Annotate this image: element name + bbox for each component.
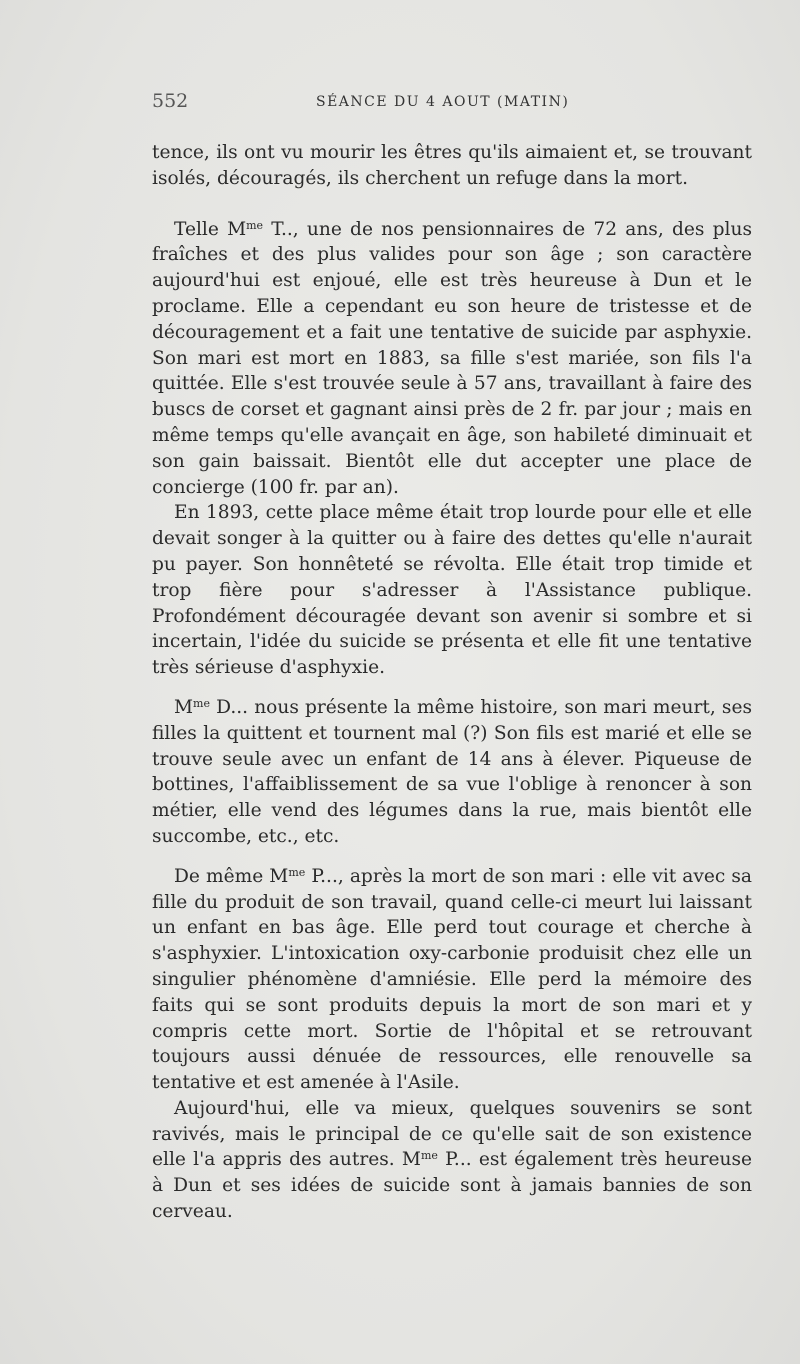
paragraph-1: tence, ils ont vu mourir les êtres qu'ils aimaient et, se trouvant isolés, découragés, ils cherchent un refuge dans la mort.: [152, 142, 752, 189]
page-header: [152, 90, 752, 120]
paragraph-2: Telle $M^{me}$ T.., une de nos pensionnaires de 72 ans, des plus fraîches et des plus valides pour son âge ; son caractère aujourd'hui est enjoué, elle est très heureuse à Dun et le proclame. Elle a cependant eu son heure de tristesse et de découragement et a fait une tentative de suicide par asphyxie. Son mari est mort en 1883, sa fille s'est mariée, son fils l'a quittée. Elle s'est trouvée seule à 57 ans, travaillant à faire des buscs de corset et gagnant ainsi près de 2 fr. par jour ; mais en même temps qu'elle avançait en âge, son habileté diminuait et son gain baissait. Bientôt elle dut accepter une place de concierge (100 fr. par an).: [152, 218, 752, 498]
paragraph-3: En 1893, cette place même était trop lourde pour elle et elle devait songer à la quitter ou à faire des dettes qu'elle n'aurait pu payer. Son honnêteté se révolta. Elle était trop timide et trop fière pour s'adresser à l'Assistance publique. Profondément découragée devant son avenir si sombre et si incertain, l'idée du suicide se présenta et elle fit une tentative très sérieuse d'asphyxie.: [152, 502, 752, 679]
paragraph-5: De même $M^{me}$ P..., après la mort de son mari : elle vit avec sa fille du produit de son travail, quand celle-ci meurt lui laissant un enfant en bas âge. Elle perd tout courage et cherche à s'asphyxier. L'intoxication oxy-carbonie produisit chez elle un singulier phénomène d'amniésie. Elle perd la mémoire des faits qui se sont produits depuis la mort de son mari et y compris cette mort. Sortie de l'hôpital et se retrouvant toujours aussi dénuée de ressources, elle renouvelle sa tentative et est amenée à l'Asile.: [152, 865, 753, 1094]
running-head: SÉANCE DU 4 AOUT (MATIN): [316, 94, 570, 110]
body-text: [152, 140, 752, 1225]
paragraph-4: $M^{me}$ D... nous présente la même histoire, son mari meurt, ses filles la quittent et tournent mal (?) Son fils est marié et elle se trouve seule avec un enfant de 14 ans à élever. Piqueuse de bottines, l'affaiblissement de sa vue l'oblige à renoncer à son métier, elle vend des légumes dans la rue, mais bientôt elle succombe, etc., etc.: [152, 696, 752, 847]
page-number: 552: [152, 90, 189, 112]
paragraph-6: Aujourd'hui, elle va mieux, quelques souvenirs se sont ravivés, mais le principal de ce qu'elle sait de son existence elle l'a appris des autres. $M^{me}$ P... est également très heureuse à Dun et ses idées de suicide sont à jamais bannies de son cerveau.: [152, 1097, 752, 1223]
